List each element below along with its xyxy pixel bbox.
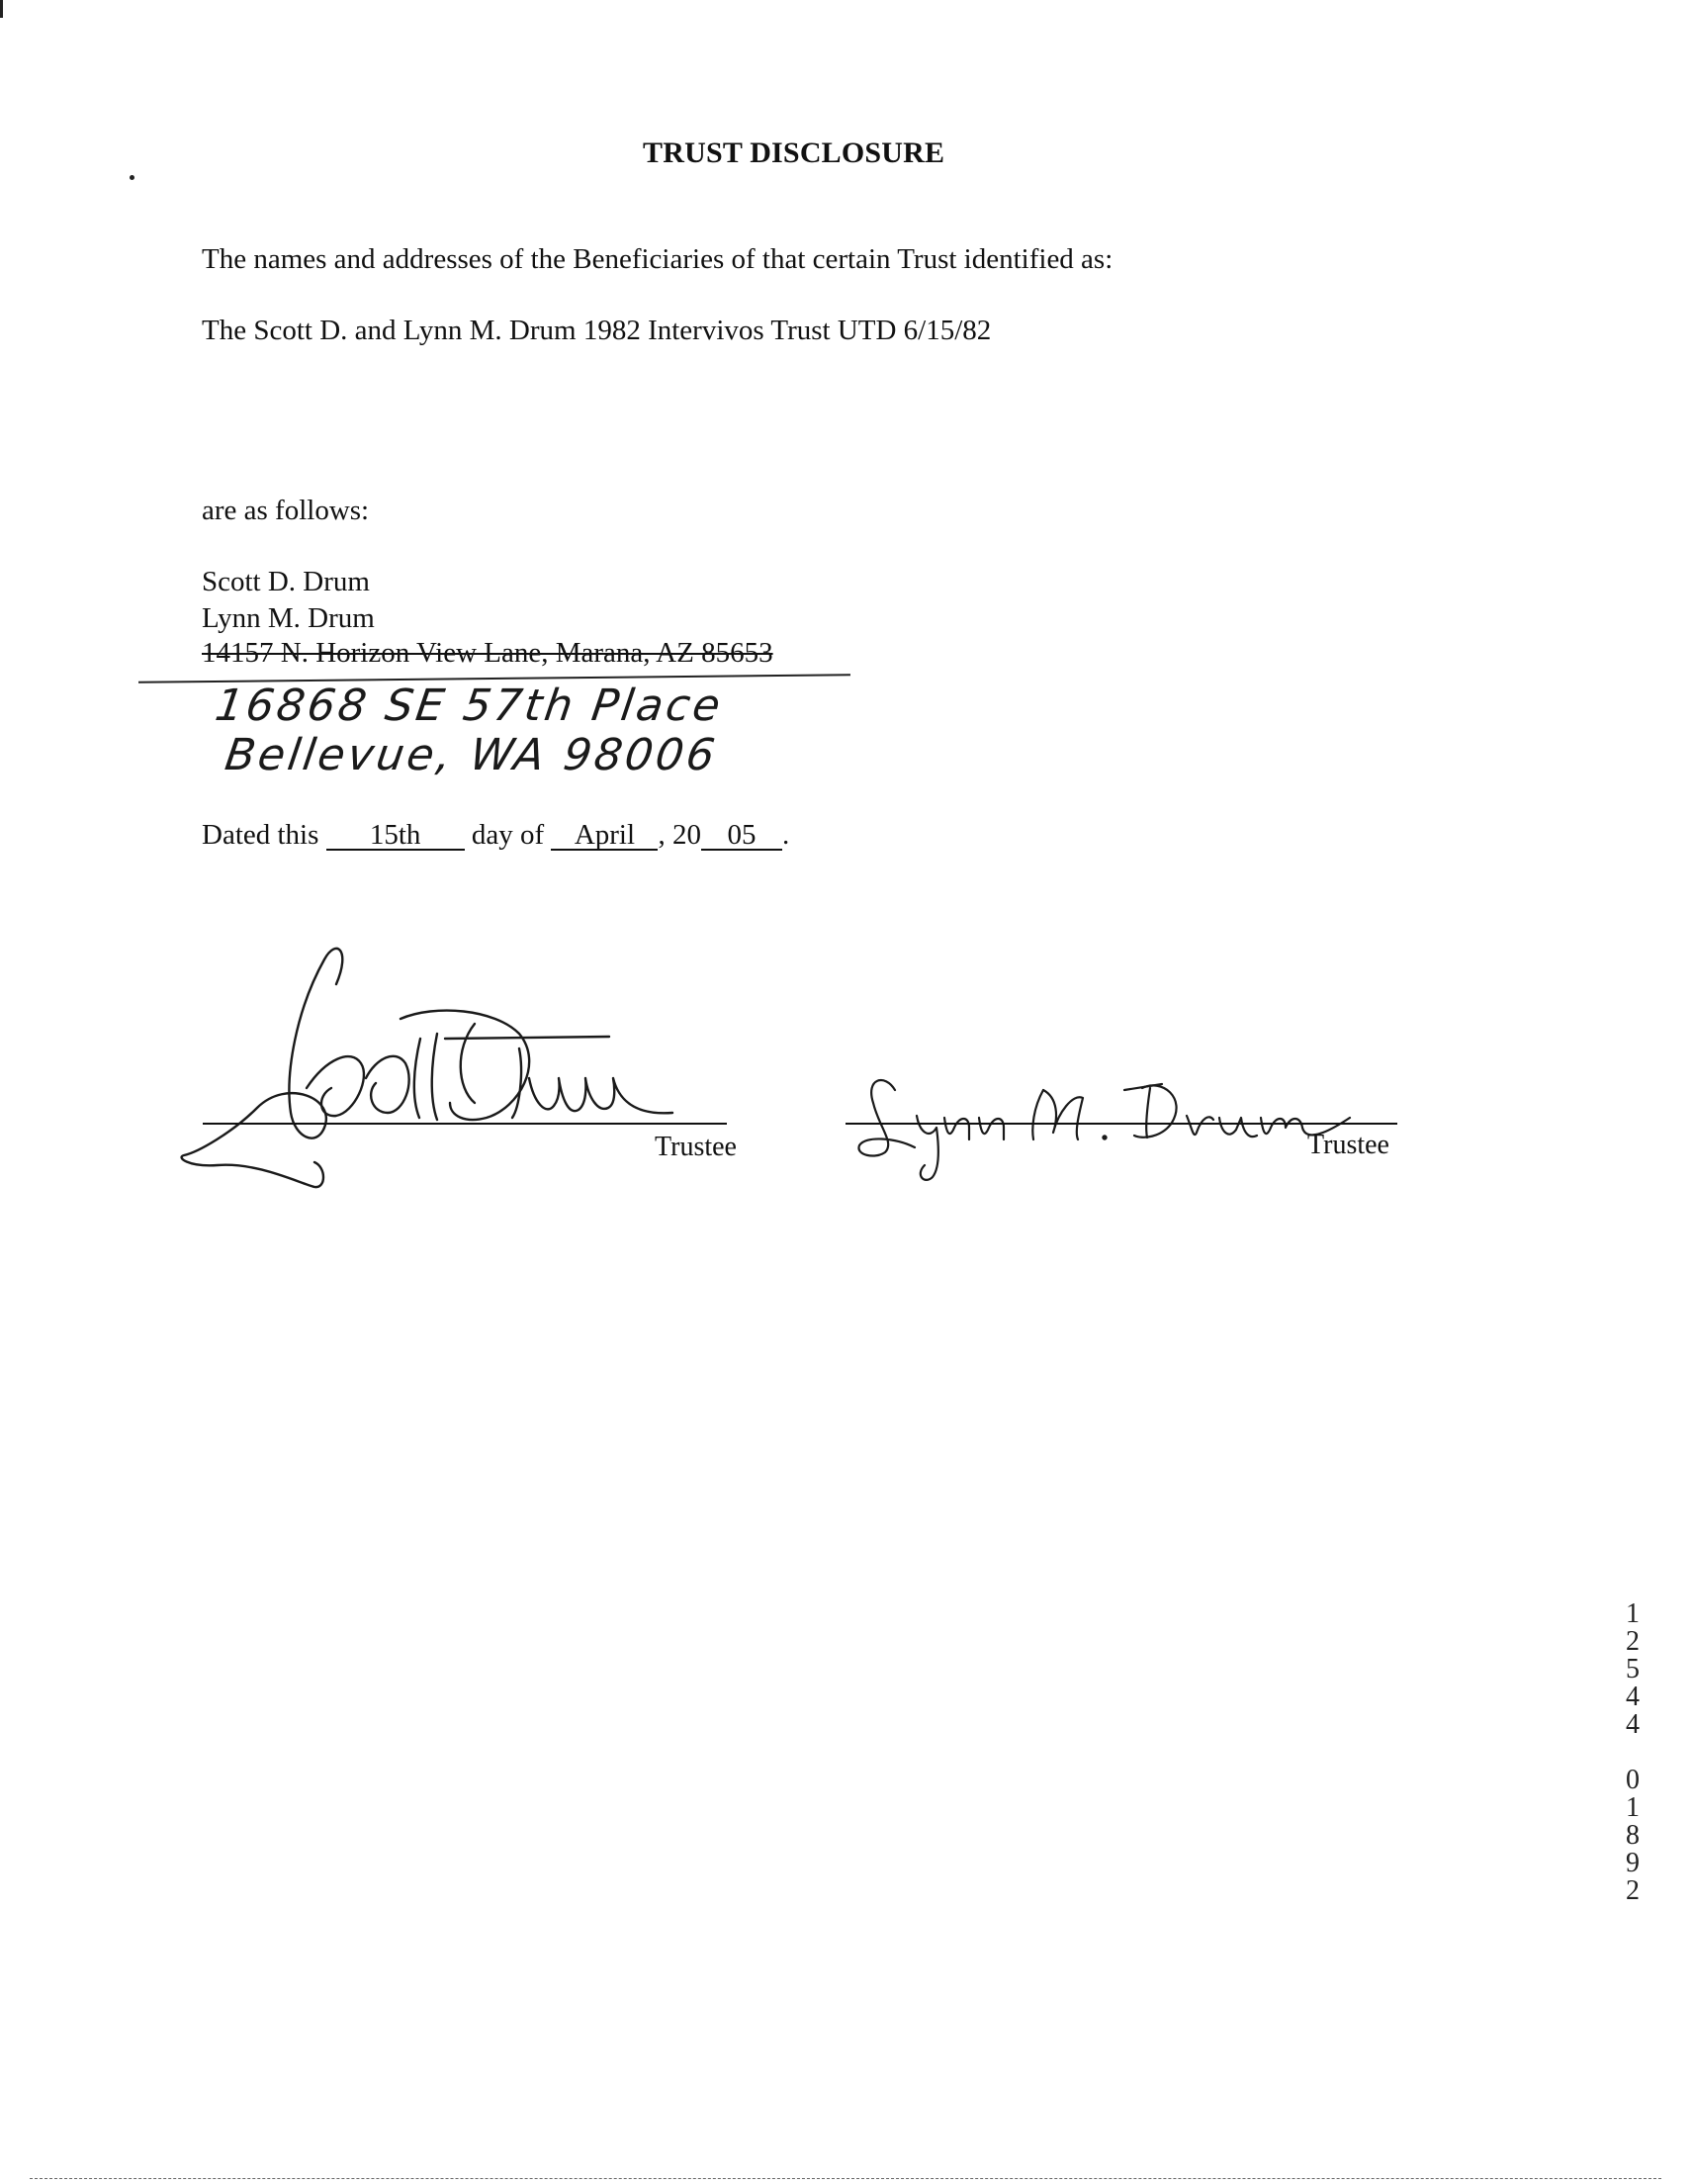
dated-day: 15th — [326, 821, 465, 851]
dated-day-of: day of — [471, 819, 545, 851]
trust-name: The Scott D. and Lynn M. Drum 1982 Intervivos Trust UTD 6/15/82 — [202, 315, 992, 346]
signature-block-1 — [178, 940, 752, 1197]
beneficiary-1: Scott D. Drum — [202, 566, 370, 597]
signature-line-2 — [846, 1123, 1397, 1125]
document-number: 1 2 5 4 4 0 1 8 9 2 — [1626, 1598, 1640, 1906]
signature-line-1 — [203, 1123, 727, 1125]
document-title: TRUST DISCLOSURE — [643, 136, 945, 169]
dated-year: 05 — [701, 821, 782, 851]
scan-bottom-line — [30, 2178, 1661, 2179]
dated-line — [202, 819, 789, 852]
beneficiary-2: Lynn M. Drum — [202, 602, 375, 634]
dated-year-prefix: , 20 — [658, 819, 701, 851]
handwritten-address-line-2: Bellevue, WA 98006 — [222, 730, 721, 780]
scan-dot — [130, 175, 134, 180]
dated-suffix: . — [781, 819, 790, 851]
dated-month: April — [551, 821, 658, 851]
signature-block-2 — [846, 1048, 1399, 1187]
dated-prefix: Dated this — [202, 819, 319, 851]
handwritten-address-line-1: 16868 SE 57th Place — [212, 681, 727, 731]
intro-text: The names and addresses of the Beneficiaries of that certain Trust identified as: — [202, 243, 1114, 275]
follows-text: are as follows: — [202, 495, 370, 526]
struck-address: 14157 N. Horizon View Lane, Marana, AZ 85653 — [202, 637, 773, 669]
scan-edge-mark — [0, 0, 3, 18]
signature-lynn-drawing — [846, 1048, 1399, 1187]
trustee-label-1: Trustee — [655, 1132, 737, 1162]
trustee-label-2: Trustee — [1307, 1130, 1389, 1160]
